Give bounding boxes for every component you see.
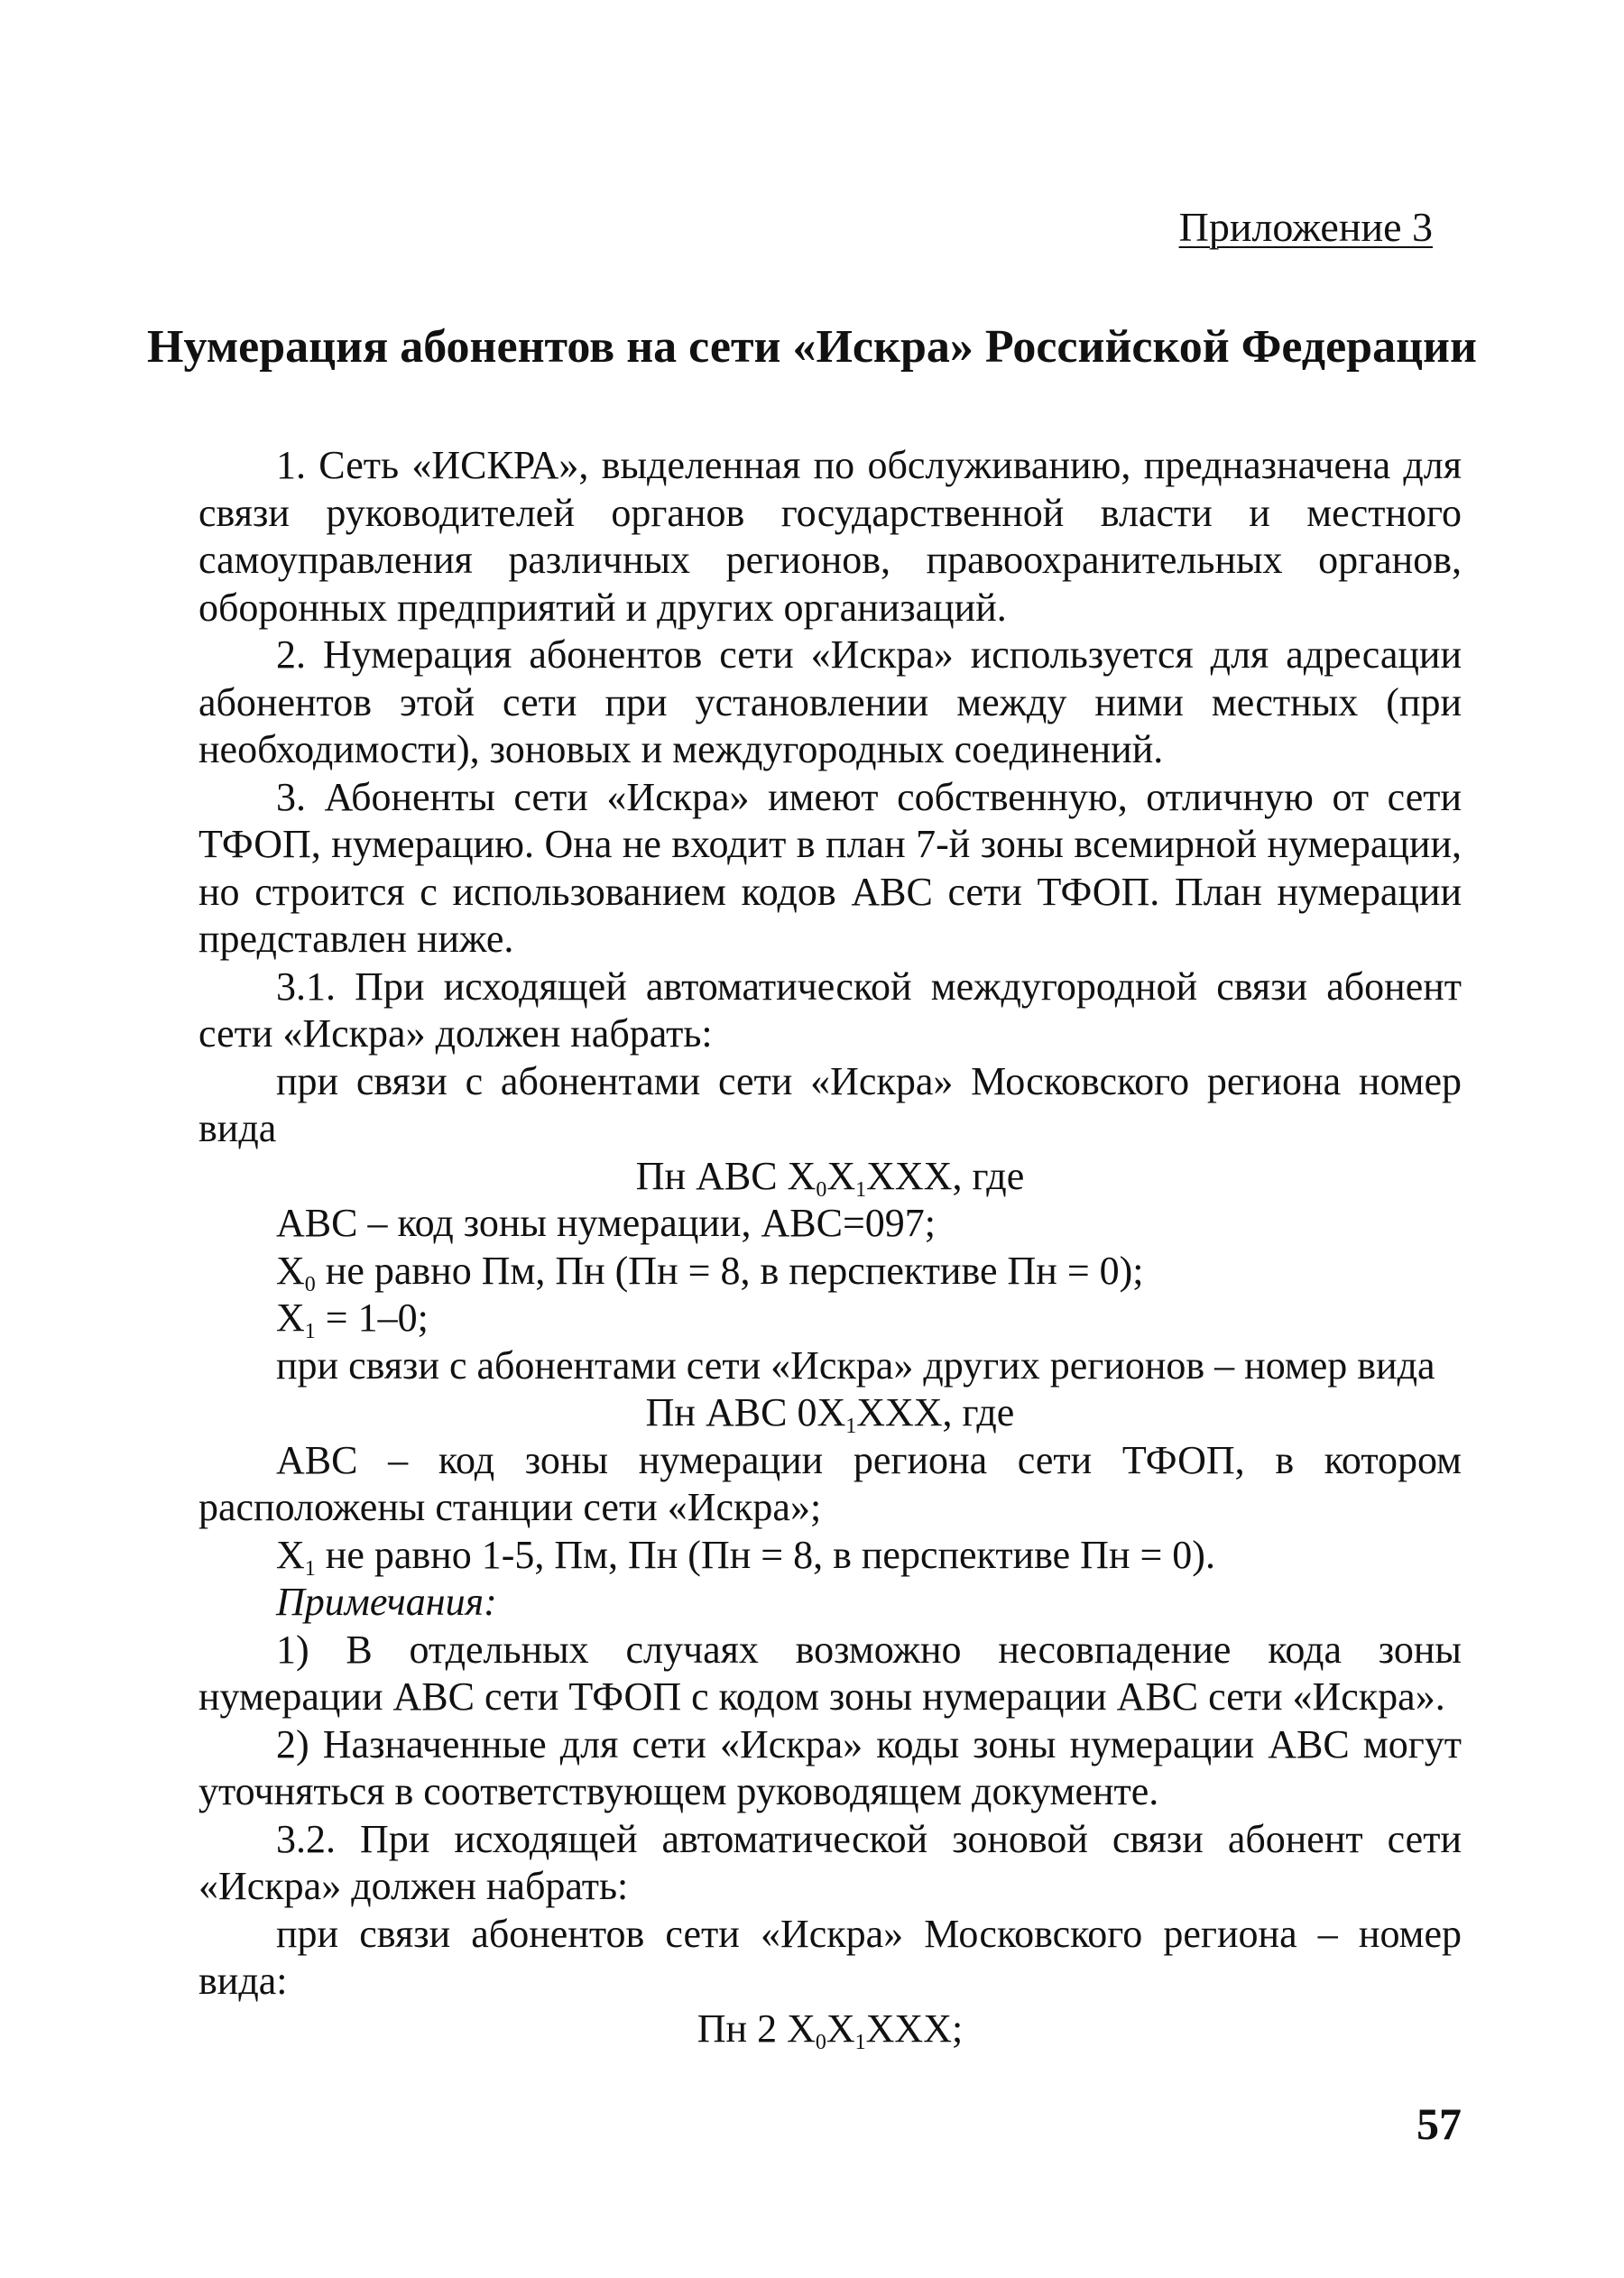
paragraph-3-2: 3.2. При исходящей автоматической зоновой связи абонент сети «Искра» должен набрать: xyxy=(198,1816,1462,1908)
paragraph-1: 1. Сеть «ИСКРА», выделенная по обслуживанию, предназначена для связи руководителей органов государственной власти и местного самоуправления различных регионов, правоохранительных органов, оборонных предприятий и других организаций. xyxy=(198,443,1462,630)
note-1: 1) В отдельных случаях возможно несовпадение кода зоны нумерации АВС сети ТФОП с кодом зоны нумерации АВС сети «Искра». xyxy=(198,1627,1462,1719)
paragraph-3-1: 3.1. При исходящей автоматической междугородной связи абонент сети «Искра» должен набрать: xyxy=(198,964,1462,1056)
x1-def2-prefix: X xyxy=(276,1532,305,1577)
formula-3-sub1: 1 xyxy=(854,2030,866,2054)
x0-def-prefix: X xyxy=(276,1248,305,1293)
x1-def-sub: 1 xyxy=(304,1320,316,1343)
appendix-label: Приложение 3 xyxy=(1178,204,1433,250)
formula-2-prefix: Пн АВС 0X xyxy=(645,1390,846,1434)
formula-1-suffix: XXX, где xyxy=(866,1153,1025,1198)
paragraph-2: 2. Нумерация абонентов сети «Искра» используется для адресации абонентов этой сети при установлении между ними местных (при необходимости), зоновых и междугородных соединений. xyxy=(198,632,1462,771)
x1-def-prefix: X xyxy=(276,1296,305,1340)
x1-def2-text: не равно 1-5, Пм, Пн (Пн = 8, в перспективе Пн = 0). xyxy=(315,1532,1215,1577)
paragraph-3: 3. Абоненты сети «Искра» имеют собственную, отличную от сети ТФОП, нумерацию. Она не входит в план 7-й зоны всемирной нумерации, но строится с использованием кодов АВС сети ТФОП. План нумерации представлен ниже. xyxy=(198,774,1462,961)
formula-1-sub0: 0 xyxy=(816,1177,827,1202)
formula-2 xyxy=(198,1389,1462,1437)
document-body xyxy=(198,442,1462,2052)
formula-1-sub1: 1 xyxy=(855,1177,867,1202)
x1-def2-sub: 1 xyxy=(304,1556,316,1581)
document-title: Нумерация абонентов на сети «Искра» Российской Федерации xyxy=(147,321,1477,373)
formula-3-mid: X xyxy=(826,2006,855,2051)
x0-def-text: не равно Пм, Пн (Пн = 8, в перспективе Пн = 0); xyxy=(315,1248,1144,1293)
abc-definition-2: АВС – код зоны нумерации региона сети ТФОП, в котором расположены станции сети «Искра»; xyxy=(198,1437,1462,1529)
paragraph-3-1-moscow: при связи с абонентами сети «Искра» Московского региона номер вида xyxy=(198,1058,1462,1150)
formula-2-sub1: 1 xyxy=(845,1415,857,1438)
note-2: 2) Назначенные для сети «Искра» коды зоны нумерации АВС могут уточняться в соответствующем руководящем документе. xyxy=(198,1721,1462,1813)
x0-def-sub: 0 xyxy=(304,1272,316,1296)
paragraph-3-1-other: при связи с абонентами сети «Искра» других регионов – номер вида xyxy=(276,1342,1435,1388)
page-number: 57 xyxy=(1416,2098,1462,2149)
x1-def-text: = 1–0; xyxy=(315,1296,429,1340)
formula-2-suffix: XXX, где xyxy=(856,1390,1015,1434)
paragraph-3-2-moscow: при связи абонентов сети «Искра» Московского региона – номер вида: xyxy=(198,1911,1462,2003)
formula-3-prefix: Пн 2 X xyxy=(697,2006,816,2051)
formula-3-sub0: 0 xyxy=(815,2030,826,2054)
x1-definition xyxy=(198,1295,1462,1342)
notes-title: Примечания: xyxy=(276,1580,497,1624)
formula-1-mid: X xyxy=(826,1153,856,1198)
formula-3 xyxy=(198,2006,1462,2053)
abc-definition-1: АВС – код зоны нумерации, АВС=097; xyxy=(276,1201,936,1245)
formula-1-prefix: Пн АВС X xyxy=(635,1153,817,1198)
formula-1 xyxy=(198,1153,1462,1201)
x1-definition-2 xyxy=(198,1532,1462,1580)
x0-definition xyxy=(198,1248,1462,1296)
formula-3-suffix: XXX; xyxy=(865,2006,964,2051)
